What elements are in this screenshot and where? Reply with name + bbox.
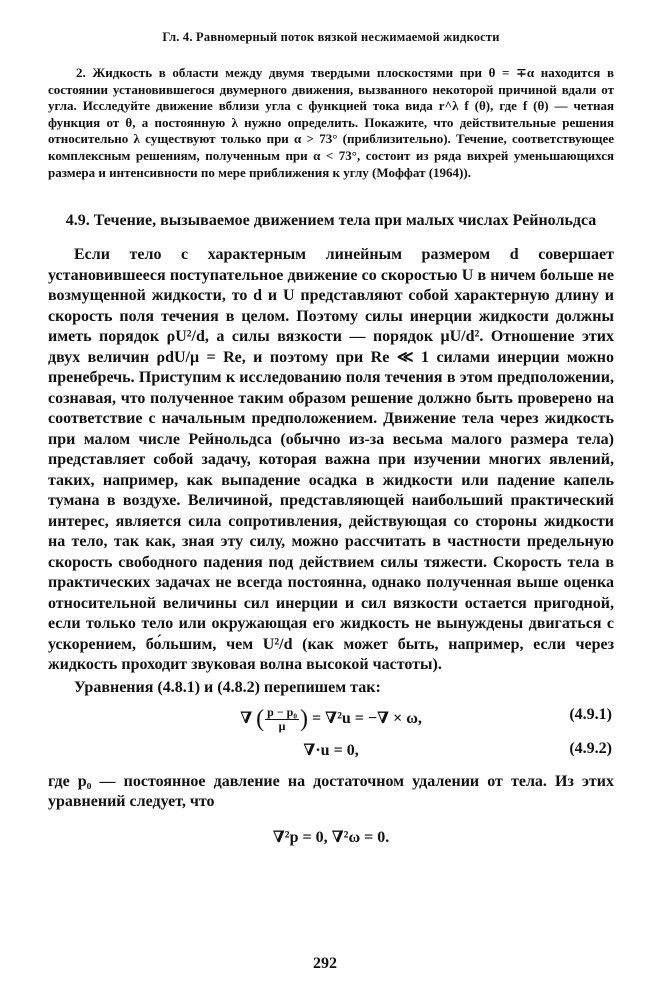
page-number: 292 bbox=[313, 955, 337, 972]
body-paragraph: Если тело с характерным линейным размером d совершает установившееся поступательное движение со скоростью U в ничем больше не возмущенной жидкости, то d и U представляют собой характерную длину и скорость поля течения в целом. Поэтому силы инерции жидкости должны иметь порядок ρU²/d, а силы вязкости — порядок μU/d². Отношение этих двух величин ρdU/μ = Re, и поэтому при Re ≪ 1 силами инерции можно пренебречь. Приступим к исследованию поля течения в этом предположении, сознавая, что полученное таким образом решение должно быть проверено на соответствие с начальным предположением. Движение тела через жидкость при малом числе Рейнольдса (обычно из-за весьма малого размера тела) представляет собой задачу, которая важна при изучении многих явлений, таких, например, как выпадение осадка в жидкости или падение капель тумана в воздухе. Величиной, представляющей наибольший практический интерес, является сила сопротивления, действующая со стороны жидкости на тело, так как, зная эту силу, можно рассчитать в частности предельную скорость свободного падения под действием силы тяжести. Скорость тела в практических задачах не всегда постоянна, однако полученная выше оценка относительной величины сил инерции и сил вязкости остается пригодной, если только тело или окружающая его жидкость не вынуждены двигаться с ускорением, бо́льшим, чем U²/d (как может быть, например, если через жидкость проходит звуковая волна высокой частоты). bbox=[48, 246, 614, 674]
equations-intro: Уравнения (4.8.1) и (4.8.2) перепишем так: bbox=[74, 678, 381, 696]
equation-4-9-2 bbox=[48, 732, 614, 766]
fraction-numerator: p − p₀ bbox=[267, 704, 297, 719]
equation-4-9-1: ∇ ( $\frac{\text{p − p₀}}{\mu}$ ) = ∇²u = −∇ × ω, (4.9.1) bbox=[240, 704, 612, 733]
nabla-symbol: ∇ bbox=[240, 709, 253, 727]
page bbox=[48, 30, 614, 847]
equation-rhs: = ∇²u = −∇ × ω, bbox=[311, 709, 422, 727]
fraction-denominator: μ bbox=[278, 718, 286, 733]
equation-expression: ∇·u = 0, bbox=[303, 741, 359, 759]
exercise-paragraph: 2. Жидкость в области между двумя твердыми плоскостями при θ = ∓α находится в состоянии установившегося двумерного движения, вызванного некоторой причиной вдали от угла. Исследуйте движение вблизи угла с функцией тока вида r^λ f (θ), где f (θ) — четная функция от θ, а постоянную λ нужно определить. Покажите, что действительные решения относительно λ существуют только при α > 73° (приблизительно). Течение, соответствующее комплексным решениям, полученным при α < 73°, состоит из ряда вихрей уменьшающихся размера и интенсивности по мере приближения к углу (Моффат (1964)). bbox=[48, 65, 614, 180]
equation-number: (4.9.2) bbox=[569, 739, 612, 757]
pressure-fraction bbox=[265, 706, 299, 733]
equation-number: (4.9.1) bbox=[569, 705, 612, 723]
section-title: 4.9. Течение, вызываемое движением тела при малых числах Рейнольдса bbox=[65, 212, 597, 230]
equation-laplace: ∇²p = 0, ∇²ω = 0. bbox=[272, 828, 390, 846]
after-equations-text: где p₀ — постоянное давление на достаточном удалении от тела. Из этих уравнений следует, что bbox=[48, 772, 614, 811]
running-head: Гл. 4. Равномерный поток вязкой несжимаемой жидкости bbox=[162, 30, 500, 44]
